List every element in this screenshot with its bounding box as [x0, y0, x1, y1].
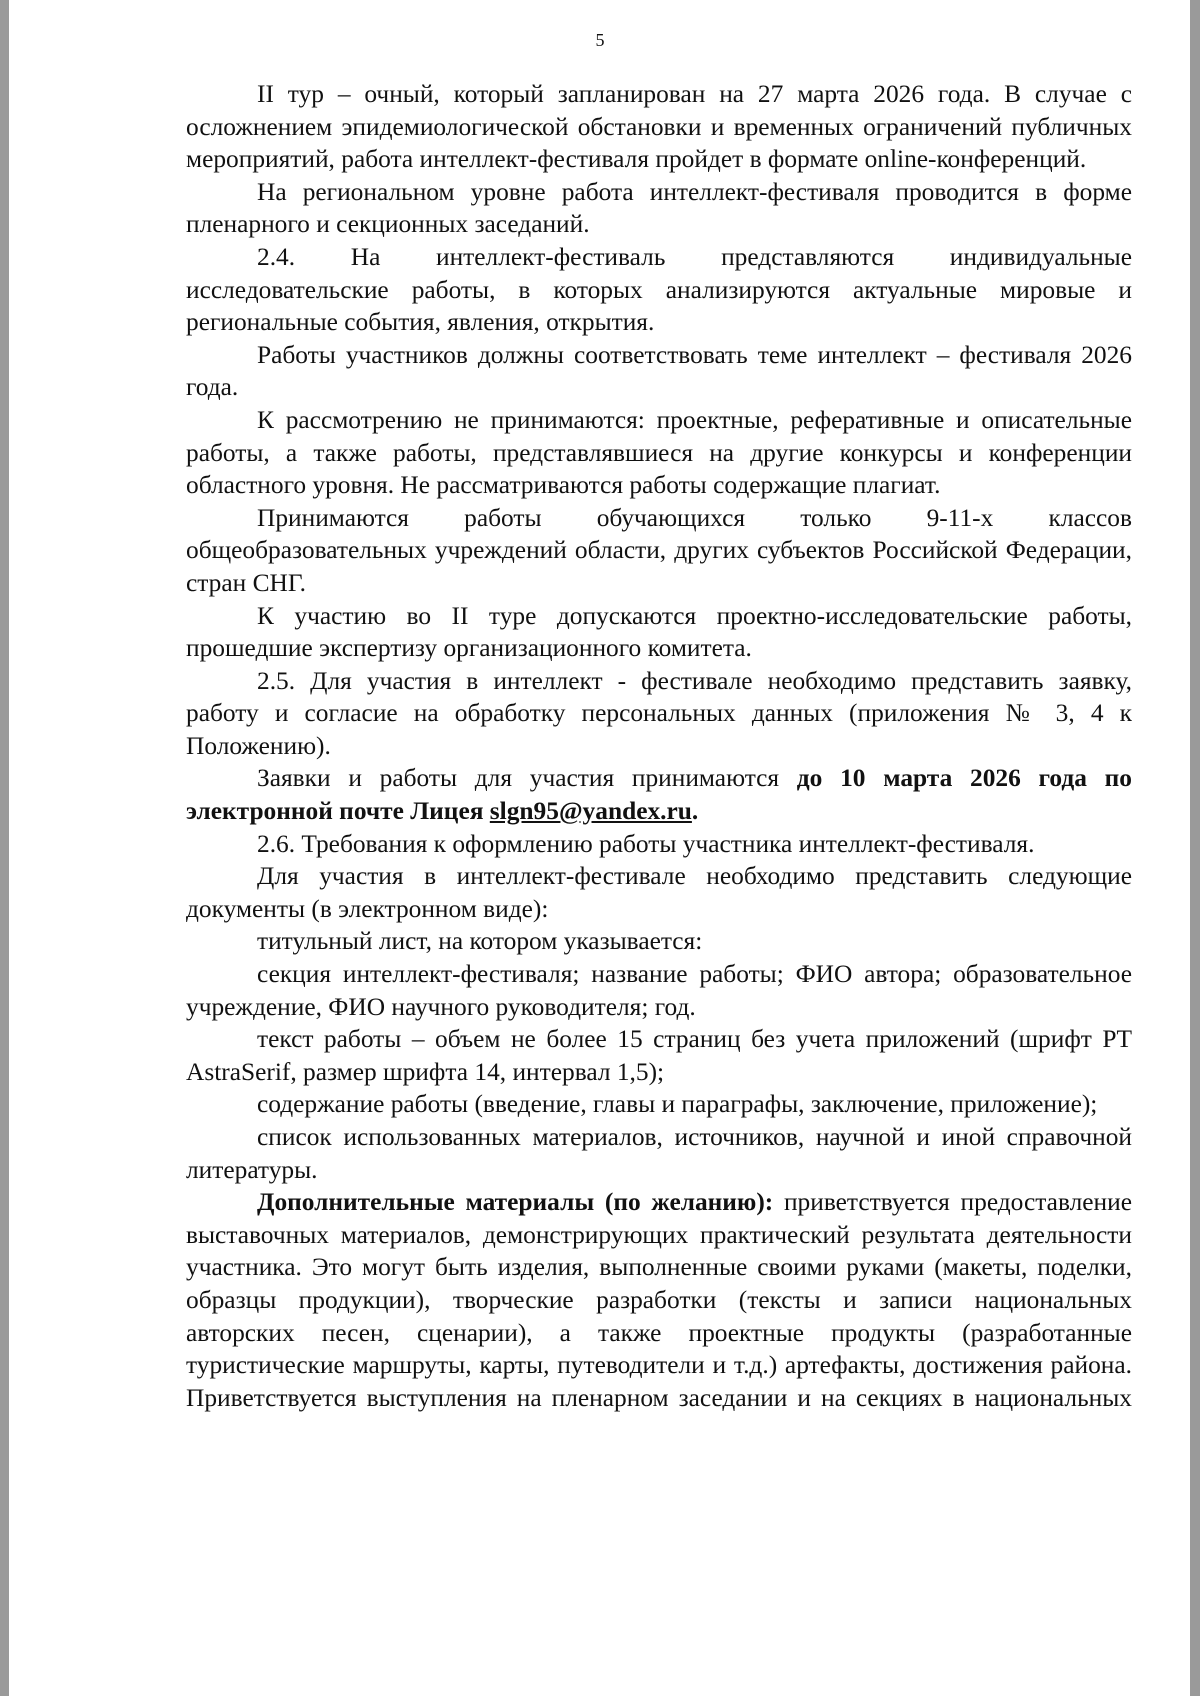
scan-border-right	[1190, 0, 1200, 1696]
paragraph-references: список использованных материалов, источников, научной и иной справочной литературы.	[186, 1123, 1132, 1184]
paragraph-tour-2-admission: К участию во II туре допускаются проектно-исследовательские работы, прошедшие экспертизу организационного комитета.	[186, 601, 1132, 663]
paragraph-text-volume: текст работы – объем не более 15 страниц без учета приложений (шрифт PT AstraSerif, размер шрифта 14, интервал 1,5);	[186, 1025, 1132, 1086]
paragraph-accepted-grades: Принимаются работы обучающихся только 9-11-х классов общеобразовательных учреждений области, других субъектов Российской Федерации, стран СНГ.	[186, 503, 1132, 597]
paragraph-2-6: 2.6. Требования к оформлению работы участника интеллект-фестиваля.	[257, 829, 1035, 858]
paragraph-title-fields: секция интеллект-фестиваля; название работы; ФИО автора; образовательное учреждение, ФИО научного руководителя; год.	[186, 960, 1132, 1021]
paragraph-2-4: 2.4. На интеллект-фестиваль представляются индивидуальные исследовательские работы, в которых анализируются актуальные мировые и региональные события, явления, открытия.	[186, 242, 1132, 337]
deadline-bold: до 10 марта 2026 года по электронной почте Лицея	[186, 764, 1132, 826]
paragraph-regional-level: На региональном уровне работа интеллект-фестиваля проводится в форме пленарного и секционных заседаний.	[186, 177, 1132, 239]
email-link[interactable]: slgn95@yandex.ru	[489, 797, 692, 826]
deadline-end: .	[691, 797, 699, 826]
paragraph-additional-materials	[186, 1186, 1132, 1414]
paragraph-title-page: титульный лист, на котором указывается:	[257, 927, 703, 956]
paragraph-contents: содержание работы (введение, главы и параграфы, заключение, приложение);	[257, 1090, 1098, 1119]
paragraph-tour-2: II тур – очный, который запланирован на 27 марта 2026 года. В случае с осложнением эпидемиологической обстановки и временных ограничений публичных мероприятий, работа интеллект-фестиваля пройдет в формате online-конференций.	[186, 80, 1132, 174]
paragraph-theme: Работы участников должны соответствовать теме интеллект – фестиваля 2026 года.	[186, 340, 1132, 402]
additional-materials-heading: Дополнительные материалы (по желанию):	[257, 1188, 774, 1217]
page-number: 5	[595, 30, 605, 50]
paragraph-not-accepted: К рассмотрению не принимаются: проектные, реферативные и описательные работы, а также работы, представлявшиеся на другие конкурсы и конференции областного уровня. Не рассматриваются работы содержащие плагиат.	[186, 405, 1132, 500]
paragraph-documents: Для участия в интеллект-фестивале необходимо представить следующие документы (в электронном виде):	[186, 862, 1132, 923]
document-body	[186, 78, 1132, 1414]
paragraph-deadline	[186, 762, 1132, 827]
paragraph-2-5: 2.5. Для участия в интеллект - фестивале необходимо представить заявку, работу и согласие на обработку персональных данных (приложения № 3, 4 к Положению).	[186, 666, 1132, 760]
scan-border-left	[0, 0, 9, 1696]
additional-materials-text: приветствуется предоставление выставочных материалов, демонстрирующих практический результата деятельности участника. Это могут быть изделия, выполненные своими руками (макеты, поделки, образцы продукции), творческие разработки (тексты и записи национальных авторских песен, сценарии), а также проектные продукты (разработанные туристические маршруты, карты, путеводители и т.д.) артефакты, достижения района. Приветствуется выступления на пленарном заседании и на секциях в национальных	[186, 1188, 1132, 1412]
deadline-lead: Заявки и работы для участия принимаются	[257, 764, 797, 793]
